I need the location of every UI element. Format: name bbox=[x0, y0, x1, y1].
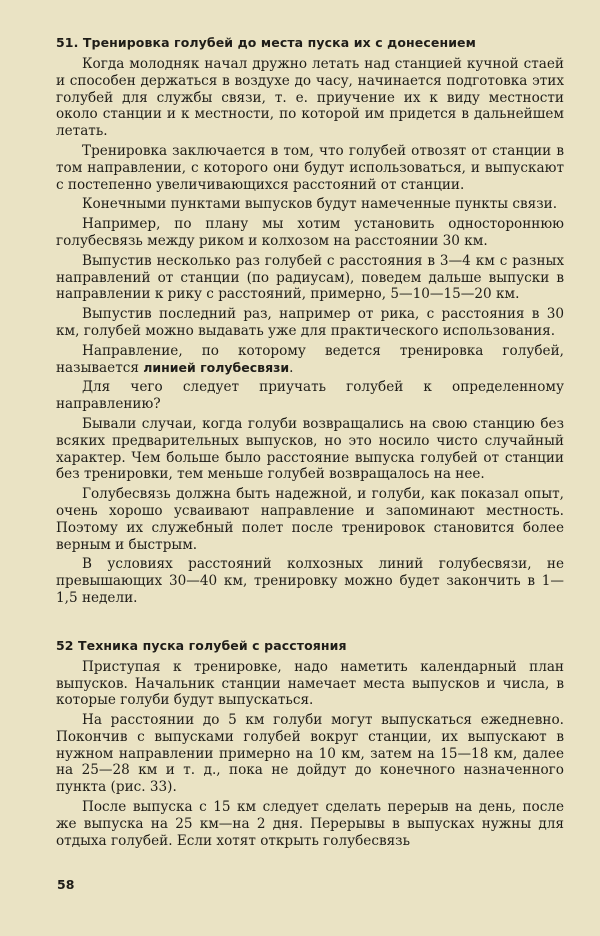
section-heading-51: 51. Тренировка голубей до места пуска их с донесением bbox=[56, 35, 476, 50]
paragraph: Когда молодняк начал дружно летать над станцией кучной стаей и способен держаться в воздухе до часу, начинается подготовка этих голубей для службы связи, т. е. приучение их к виду местности около станции и к местности, по которой им придется в дальнейшем летать. bbox=[56, 56, 564, 140]
paragraph: Выпустив несколько раз голубей с расстояния в 3—4 км с разных направлений от станции (по радиусам), поведем дальше выпуски в направлении к рику с расстояний, примерно, 5—10—15—20 км. bbox=[56, 252, 564, 303]
paragraph: В условиях расстояний колхозных линий голубесвязи, не превышающих 30—40 км, тренировку можно будет закончить в 1—1,5 недели. bbox=[56, 556, 564, 606]
paragraph: На расстоянии до 5 км голуби могут выпускаться ежедневно. Покончив с выпусками голубей вокруг станции, их выпускают в нужном направлении примерно на 10 км, затем на 15—18 км, далее на 25—28 км и т. д., пока не дойдут до конечного назначенного пункта (рис. 33). bbox=[56, 712, 564, 796]
definition-text: Направление, по которому ведется тренировка голубей, называется bbox=[56, 342, 564, 376]
definition-end: . bbox=[289, 359, 294, 376]
paragraph: После выпуска с 15 км следует сделать перерыв на день, после же выпуска на 25 км—на 2 дня. Перерывы в выпусках нужны для отдыха голубей. Если хотят открыть голубесвязь bbox=[56, 799, 564, 849]
paragraph: Тренировка заключается в том, что голубей отвозят от станции в том направлении, с которого они будут использоваться, и выпускают с постепенно увеличивающихся расстояний от станции. bbox=[56, 142, 564, 193]
paragraph: Конечными пунктами выпусков будут намеченные пункты связи. bbox=[82, 196, 558, 213]
term-line-of-pigeon-communication: линией голубесвязи bbox=[143, 359, 290, 375]
paragraph: Бывали случаи, когда голуби возвращались на свою станцию без всяких предварительных выпусков, но это носило чисто случайный характер. Чем больше было расстояние выпуска голубей от станции без тренировки, тем меньше голубей возвращалось на нее. bbox=[56, 415, 564, 483]
section-heading-52: 52 Техника пуска голубей с расстояния bbox=[56, 637, 347, 653]
paragraph: Для чего следует приучать голубей к определенному направлению? bbox=[56, 379, 564, 413]
paragraph: Выпустив последний раз, например от рика, с расстояния в 30 км, голубей можно выдавать уже для практического использования. bbox=[56, 306, 564, 339]
paragraph: Приступая к тренировке, надо наметить календарный план выпусков. Начальник станции намечает места выпусков и числа, в которые голуби будут выпускаться. bbox=[56, 658, 564, 709]
page-number: 58 bbox=[57, 877, 75, 892]
paragraph: Например, по плану мы хотим установить одностороннюю голубесвязь между риком и колхозом на расстоянии 30 км. bbox=[56, 216, 564, 249]
paragraph: Голубесвязь должна быть надежной, и голуби, как показал опыт, очень хорошо усваивают направление и запоминают местность. Поэтому их служебный полет после тренировок становится более верным и быстрым. bbox=[56, 486, 564, 553]
paragraph-line-definition bbox=[56, 343, 564, 377]
